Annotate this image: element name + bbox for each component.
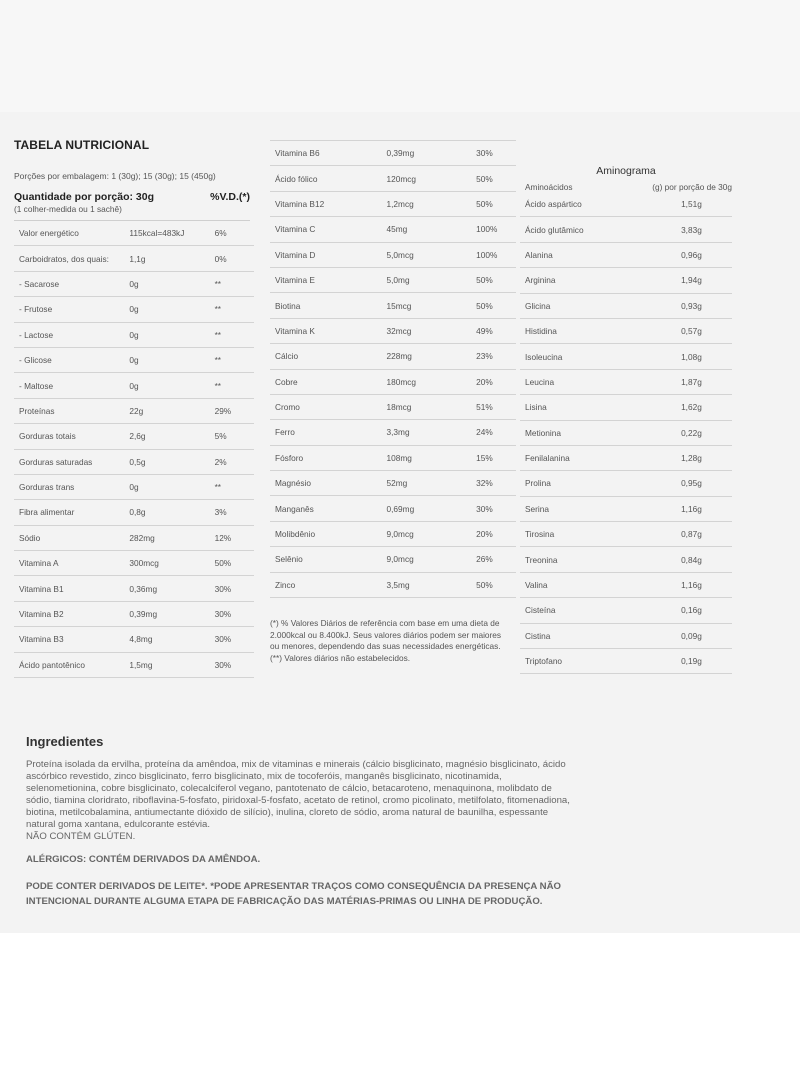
nutrient-vd: 20% — [476, 521, 516, 546]
table-row — [14, 601, 254, 626]
nutrient-vd: ** — [215, 271, 254, 296]
nutrient-vd: 26% — [476, 547, 516, 572]
portions-text: Porções por embalagem: 1 (30g); 15 (30g); 15 (450g) — [14, 171, 216, 181]
nutrient-vd: 30% — [476, 496, 516, 521]
nutrient-amount: 115kcal=483kJ — [129, 221, 214, 246]
nutrient-vd: 30% — [215, 652, 254, 677]
amino-name: Prolina — [520, 471, 681, 496]
table-row — [270, 394, 516, 419]
table-row — [14, 500, 254, 525]
nutrient-name: Molibdênio — [270, 521, 387, 546]
nutrient-amount: 180mcg — [387, 369, 477, 394]
amino-value: 0,16g — [681, 598, 732, 623]
nutrient-amount: 108mg — [387, 445, 477, 470]
nutrient-name: - Sacarose — [14, 271, 129, 296]
nutrient-name: Vitamina B6 — [270, 141, 387, 166]
table-row — [14, 347, 254, 372]
table-row — [520, 395, 732, 420]
nutrient-amount: 18mcg — [387, 394, 477, 419]
portion-quantity-label: Quantidade por porção: 30g — [14, 191, 155, 203]
table-row — [520, 420, 732, 445]
nutrient-name: Vitamina C — [270, 217, 387, 242]
nutrient-amount: 228mg — [387, 344, 477, 369]
nutrient-vd: 50% — [476, 572, 516, 597]
table-row — [520, 293, 732, 318]
vd-header: %V.D.(*) — [210, 191, 250, 203]
nutrient-name: Valor energético — [14, 221, 129, 246]
table-row — [14, 551, 254, 576]
nutrient-name: Magnésio — [270, 471, 387, 496]
amino-name: Arginina — [520, 268, 681, 293]
amino-value: 1,87g — [681, 369, 732, 394]
nutrient-name: Biotina — [270, 293, 387, 318]
nutrient-name: Sódio — [14, 525, 129, 550]
nutrient-name: Ácido pantotênico — [14, 652, 129, 677]
table-row — [14, 398, 254, 423]
amino-value: 1,16g — [681, 496, 732, 521]
nutrient-name: Ferro — [270, 420, 387, 445]
ingredients-title: Ingredientes — [26, 734, 104, 749]
table-row — [520, 344, 732, 369]
nutrition-column-middle — [270, 140, 516, 664]
table-row — [14, 525, 254, 550]
table-row — [14, 373, 254, 398]
nutrient-name: Gorduras saturadas — [14, 449, 129, 474]
nutrient-amount: 4,8mg — [129, 627, 214, 652]
nutrient-amount: 0g — [129, 322, 214, 347]
nutrient-name: Vitamina E — [270, 267, 387, 292]
amino-value: 3,83g — [681, 217, 732, 242]
table-row — [270, 344, 516, 369]
portion-header — [14, 191, 250, 203]
table-row — [520, 217, 732, 242]
table-row — [520, 572, 732, 597]
table-row — [270, 293, 516, 318]
nutrient-name: Zinco — [270, 572, 387, 597]
nutrient-vd: 49% — [476, 318, 516, 343]
table-row — [270, 141, 516, 166]
nutrient-vd: ** — [215, 297, 254, 322]
nutrient-name: Cromo — [270, 394, 387, 419]
nutrient-vd: ** — [215, 347, 254, 372]
nutrient-amount: 0g — [129, 474, 214, 499]
nutrient-amount: 1,5mg — [129, 652, 214, 677]
table-row — [14, 652, 254, 677]
nutrient-name: Selênio — [270, 547, 387, 572]
nutrient-amount: 2,6g — [129, 424, 214, 449]
nutrient-vd: 15% — [476, 445, 516, 470]
table-row — [14, 627, 254, 652]
nutrient-vd: 50% — [476, 293, 516, 318]
nutrient-amount: 9,0mcg — [387, 547, 477, 572]
nutrient-amount: 3,3mg — [387, 420, 477, 445]
nutrient-amount: 32mcg — [387, 318, 477, 343]
nutrient-name: Vitamina B3 — [14, 627, 129, 652]
amino-value: 1,16g — [681, 572, 732, 597]
nutrient-amount: 1,2mcg — [387, 191, 477, 216]
nutrient-name: Cobre — [270, 369, 387, 394]
nutrient-amount: 0g — [129, 271, 214, 296]
nutrient-amount: 0,39mg — [387, 141, 477, 166]
nutrient-amount: 0,69mg — [387, 496, 477, 521]
table-row — [270, 496, 516, 521]
nutrient-name: Vitamina B1 — [14, 576, 129, 601]
amino-name: Valina — [520, 572, 681, 597]
amino-value: 0,87g — [681, 522, 732, 547]
amino-value: 0,93g — [681, 293, 732, 318]
table-row — [520, 242, 732, 267]
amino-name: Metionina — [520, 420, 681, 445]
nutrient-vd: 6% — [215, 221, 254, 246]
nutrient-name: Carboidratos, dos quais: — [14, 246, 129, 271]
table-row — [14, 221, 254, 246]
nutrient-vd: 51% — [476, 394, 516, 419]
table-row — [14, 474, 254, 499]
table-row — [270, 445, 516, 470]
nutrient-amount: 1,1g — [129, 246, 214, 271]
nutrient-amount: 45mg — [387, 217, 477, 242]
table-row — [14, 424, 254, 449]
nutrient-vd: 50% — [215, 551, 254, 576]
amino-name: Histidina — [520, 318, 681, 343]
nutrient-vd: 29% — [215, 398, 254, 423]
nutrient-amount: 300mcg — [129, 551, 214, 576]
amino-value: 1,94g — [681, 268, 732, 293]
amino-name: Fenilalanina — [520, 445, 681, 470]
nutrient-vd: 30% — [215, 601, 254, 626]
aminogram-title: Aminograma — [596, 165, 656, 177]
table-row — [520, 547, 732, 572]
table-row — [270, 369, 516, 394]
amino-name: Isoleucina — [520, 344, 681, 369]
amino-name: Ácido glutâmico — [520, 217, 681, 242]
nutrient-vd: 30% — [215, 627, 254, 652]
nutrient-name: - Glicose — [14, 347, 129, 372]
portion-subtext: (1 colher-medida ou 1 sachê) — [14, 204, 122, 214]
aminogram-col-value: (g) por porção de 30g — [652, 182, 732, 192]
nutrient-amount: 0g — [129, 347, 214, 372]
table-row — [14, 449, 254, 474]
table-row — [270, 191, 516, 216]
aminogram-column — [520, 165, 732, 674]
amino-value: 1,62g — [681, 395, 732, 420]
amino-value: 1,08g — [681, 344, 732, 369]
allergens-note: ALÉRGICOS: CONTÉM DERIVADOS DA AMÊNDOA. — [26, 854, 261, 865]
nutrient-name: Vitamina A — [14, 551, 129, 576]
nutrient-vd: 3% — [215, 500, 254, 525]
nutrient-vd: 50% — [476, 166, 516, 191]
amino-value: 0,57g — [681, 318, 732, 343]
amino-value: 0,19g — [681, 649, 732, 674]
nutrient-vd: 32% — [476, 471, 516, 496]
nutrient-name: Proteínas — [14, 398, 129, 423]
table-row — [520, 318, 732, 343]
nutrient-vd: 2% — [215, 449, 254, 474]
aminogram-table — [520, 192, 732, 674]
nutrient-vd: 30% — [476, 141, 516, 166]
nutrient-name: Manganês — [270, 496, 387, 521]
nutrient-name: Gorduras totais — [14, 424, 129, 449]
table-row — [520, 445, 732, 470]
table-row — [520, 471, 732, 496]
nutrient-name: - Lactose — [14, 322, 129, 347]
amino-value: 0,22g — [681, 420, 732, 445]
gluten-note: NÃO CONTÉM GLÚTEN. — [26, 831, 136, 842]
nutrient-name: Ácido fólico — [270, 166, 387, 191]
nutrient-vd: ** — [215, 373, 254, 398]
nutrient-amount: 0g — [129, 297, 214, 322]
nutrient-vd: 5% — [215, 424, 254, 449]
table-row — [270, 547, 516, 572]
amino-value: 0,84g — [681, 547, 732, 572]
table-row — [270, 166, 516, 191]
amino-name: Triptofano — [520, 649, 681, 674]
nutrition-column-left — [14, 138, 254, 678]
nutrient-vd: ** — [215, 474, 254, 499]
table-row — [270, 242, 516, 267]
nutrient-amount: 0g — [129, 373, 214, 398]
nutrient-name: Vitamina B12 — [270, 191, 387, 216]
table-row — [270, 267, 516, 292]
amino-value: 0,96g — [681, 242, 732, 267]
nutrient-amount: 3,5mg — [387, 572, 477, 597]
table-row — [270, 420, 516, 445]
footnote: (*) % Valores Diários de referência com base em uma dieta de 2.000kcal ou 8.400kJ. Seus valores diários podem ser maiores ou menores, dependendo das suas necessidades energéticas. (**) Valores diários não estabelecidos. — [270, 618, 502, 663]
nutrient-name: Vitamina K — [270, 318, 387, 343]
nutrient-name: - Maltose — [14, 373, 129, 398]
nutrient-amount: 52mg — [387, 471, 477, 496]
table-row — [520, 268, 732, 293]
table-row — [520, 623, 732, 648]
nutrient-vd: 50% — [476, 267, 516, 292]
table-row — [520, 649, 732, 674]
nutrient-name: - Frutose — [14, 297, 129, 322]
amino-value: 0,09g — [681, 623, 732, 648]
nutrient-vd: 24% — [476, 420, 516, 445]
nutrient-amount: 0,39mg — [129, 601, 214, 626]
amino-name: Lisina — [520, 395, 681, 420]
nutrition-title: TABELA NUTRICIONAL — [14, 138, 150, 152]
amino-name: Serina — [520, 496, 681, 521]
nutrient-name: Fibra alimentar — [14, 500, 129, 525]
ingredients-text: Proteína isolada da ervilha, proteína da amêndoa, mix de vitaminas e minerais (cálcio bisglicinato, magnésio bisglicinato, ácido ascórbico revestido, zinco bisglicinato, ferro bisglicinato, mix de tocoferóis, manganês bisglicinato, nicotinamida, selenometionina, cobre bisglicinato, colecalciferol vegano, pantotenato de cálcio, betacaroteno, menaquinona, molibdato de sódio, tiamina cloridrato, riboflavina-5-fosfato, piridoxal-5-fosfato, acetato de retinol, cromo picolinato, metilfolato, fitomenadiona, biotina, metilcobalamina, antiumectante dióxido de silício), inulina, cloreto de sódio, aroma natural de baunilha, espessante natural goma xantana, edulcorante estévia. — [26, 759, 570, 830]
nutrient-amount: 0,5g — [129, 449, 214, 474]
nutrient-vd: 100% — [476, 217, 516, 242]
nutrient-vd: 20% — [476, 369, 516, 394]
nutrient-amount: 5,0mg — [387, 267, 477, 292]
nutrition-table-middle — [270, 140, 516, 598]
table-row — [14, 246, 254, 271]
nutrient-vd: 100% — [476, 242, 516, 267]
nutrition-table-left — [14, 221, 254, 678]
table-row — [14, 271, 254, 296]
nutrient-amount: 0,36mg — [129, 576, 214, 601]
table-row — [520, 598, 732, 623]
traces-warning: PODE CONTER DERIVADOS DE LEITE*. *PODE APRESENTAR TRAÇOS COMO CONSEQUÊNCIA DA PRESENÇA NÃO INTENCIONAL DURANTE ALGUMA ETAPA DE FABRICAÇÃO DAS MATÉRIAS-PRIMAS OU LINHA DE PRODUÇÃO. — [26, 881, 561, 907]
table-row — [520, 192, 732, 217]
nutrient-amount: 282mg — [129, 525, 214, 550]
amino-value: 1,28g — [681, 445, 732, 470]
aminogram-col-name: Aminoácidos — [525, 182, 573, 192]
table-row — [270, 217, 516, 242]
nutrient-amount: 15mcg — [387, 293, 477, 318]
nutrient-name: Cálcio — [270, 344, 387, 369]
nutrient-vd: 50% — [476, 191, 516, 216]
table-row — [520, 369, 732, 394]
nutrient-name: Fósforo — [270, 445, 387, 470]
nutrient-amount: 0,8g — [129, 500, 214, 525]
nutrient-vd: 23% — [476, 344, 516, 369]
amino-name: Glicina — [520, 293, 681, 318]
amino-name: Cistina — [520, 623, 681, 648]
nutrient-name: Vitamina D — [270, 242, 387, 267]
nutrient-vd: 12% — [215, 525, 254, 550]
nutrient-amount: 9,0mcg — [387, 521, 477, 546]
nutrient-vd: ** — [215, 322, 254, 347]
aminogram-header — [520, 182, 732, 192]
table-row — [270, 318, 516, 343]
ingredients-section — [26, 734, 586, 909]
nutrient-amount: 5,0mcg — [387, 242, 477, 267]
table-row — [520, 522, 732, 547]
nutrient-vd: 0% — [215, 246, 254, 271]
amino-name: Cisteína — [520, 598, 681, 623]
nutrient-name: Gorduras trans — [14, 474, 129, 499]
nutrient-amount: 120mcg — [387, 166, 477, 191]
table-row — [270, 572, 516, 597]
amino-name: Alanina — [520, 242, 681, 267]
amino-name: Treonina — [520, 547, 681, 572]
amino-name: Leucina — [520, 369, 681, 394]
table-row — [270, 521, 516, 546]
nutrient-name: Vitamina B2 — [14, 601, 129, 626]
amino-value: 1,51g — [681, 192, 732, 217]
table-row — [14, 322, 254, 347]
amino-name: Tirosina — [520, 522, 681, 547]
table-row — [520, 496, 732, 521]
amino-name: Ácido aspártico — [520, 192, 681, 217]
table-row — [14, 576, 254, 601]
top-band — [0, 0, 800, 112]
table-row — [14, 297, 254, 322]
amino-value: 0,95g — [681, 471, 732, 496]
table-row — [270, 471, 516, 496]
nutrient-vd: 30% — [215, 576, 254, 601]
nutrient-amount: 22g — [129, 398, 214, 423]
